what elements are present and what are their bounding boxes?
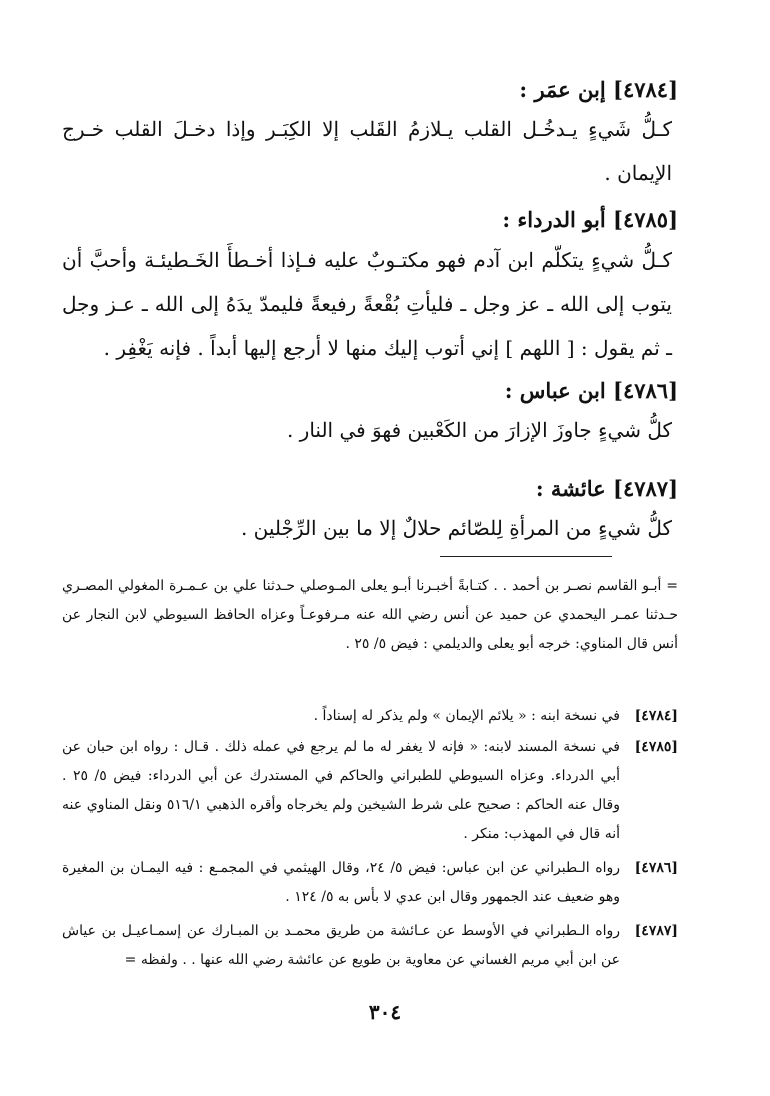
page-number: ٣٠٤: [368, 1000, 402, 1024]
entry-text: كـلُّ شيءٍ يتكلّم ابن آدم فهو مكتـوبٌ عليه فـإذا أخـطأَ الخَـطيئـة وأحبَّ أن يتوب إلى الله ـ عز وجل ـ فليأتِ بُقْعةً رفيعةً فليمدّ يدَهُ إلى الله ـ عـز وجل ـ ثم يقول : [ اللهم ] إني أتوب إليك منها لا أرجع إليها أبداً . فإنه يَغْفِر .: [62, 248, 672, 360]
entry-heading: [502, 207, 678, 232]
entry-text: كلُّ شيءٍ من المرأةِ لِلصّائم حلالٌ إلا ما بين الرِّجْلين .: [240, 516, 672, 540]
footnote-continuation: = أبـو القاسم نصـر بن أحمد . . كتـابةً أخبـرنا أبـو يعلى المـوصلي حـدثنا علي بن عـمـرة المغولي المصـري حـدثنا عمـر اليحمدي عن حميد عن أنس رضي الله عنه مـرفوعـاً وعزاه الحافظ السيوطي لابن النجار عن أنس قال المناوي: خرجه أبو يعلى والديلمي : فيض ٥/ ٢٥ .: [62, 578, 678, 652]
entry-number: [٤٧٨٥]: [613, 207, 678, 232]
footnote-divider: [440, 556, 612, 557]
entry-text: كلُّ شيءٍ جاوزَ الإزارَ من الكَعْبين فهوَ في النار .: [286, 418, 672, 442]
entry-text: كـلُّ شَيءٍ يـدخُـل القلب يـلازمُ القَلب إلا الكِبَـر وإذا دخـلَ القلب خـرج الإيمان .: [62, 117, 672, 185]
footnote-tag: [٤٧٨٦]: [634, 860, 678, 876]
footnote-text: في نسخة المسند لابنه: « فإنه لا يغفر له ما لم يرجع في عمله ذلك . قـال : رواه ابن حبان عن أبي الدرداء. وعزاه السيوطي للطبراني والحاكم في المستدرك عن أبي الدرداء: فيض ٥/ ٢٥ . وقال عنه الحاكم : صحيح على شرط الشيخين ولم يخرجاه وأقره الذهبي ٥١٦/١ ونقل المناوي عنه أنه قال في المهذب: منكر .: [62, 739, 620, 842]
footnote-tag: [٤٧٨٧]: [634, 923, 678, 939]
footnote-item: [62, 854, 678, 912]
footnote-text: رواه الـطبراني في الأوسط عن عـائشة من طريق محمـد بن المبـارك عن إسمـاعيـل بن عياش عن ابن أبي مريم الغساني عن معاوية بن طويع عن عائشة رضي الله عنها . . ولفظه =: [62, 923, 620, 968]
entry-heading: [505, 378, 678, 403]
entry-narrator: إبن عمَر :: [519, 77, 606, 102]
entry-narrator: عائشة :: [535, 476, 606, 501]
footnote-text: رواه الـطبراني عن ابن عباس: فيض ٥/ ٢٤، وقال الهيثمي في المجمـع : فيه اليمـان بن المغيرة وهو ضعيف عند الجمهور وقال ابن عدي لا بأس به ٥/ ١٢٤ .: [62, 860, 621, 905]
footnote-item: [62, 733, 678, 849]
entry-narrator: ابن عباس :: [504, 378, 606, 403]
entry-number: [٤٧٨٤]: [613, 77, 678, 102]
entry-heading: [519, 77, 678, 102]
entry-heading: [536, 476, 678, 501]
footnote-tag: [٤٧٨٤]: [634, 708, 678, 724]
footnote-item: [62, 702, 678, 731]
footnote-text: في نسخة ابنه : « يلائم الإيمان » ولم يذكر له إسناداً .: [313, 708, 620, 724]
entry-number: [٤٧٨٧]: [613, 476, 678, 501]
entry-number: [٤٧٨٦]: [613, 378, 678, 403]
footnote-item: [62, 917, 678, 975]
entry-narrator: أبو الدرداء :: [502, 207, 606, 232]
footnote-tag: [٤٧٨٥]: [634, 739, 678, 755]
